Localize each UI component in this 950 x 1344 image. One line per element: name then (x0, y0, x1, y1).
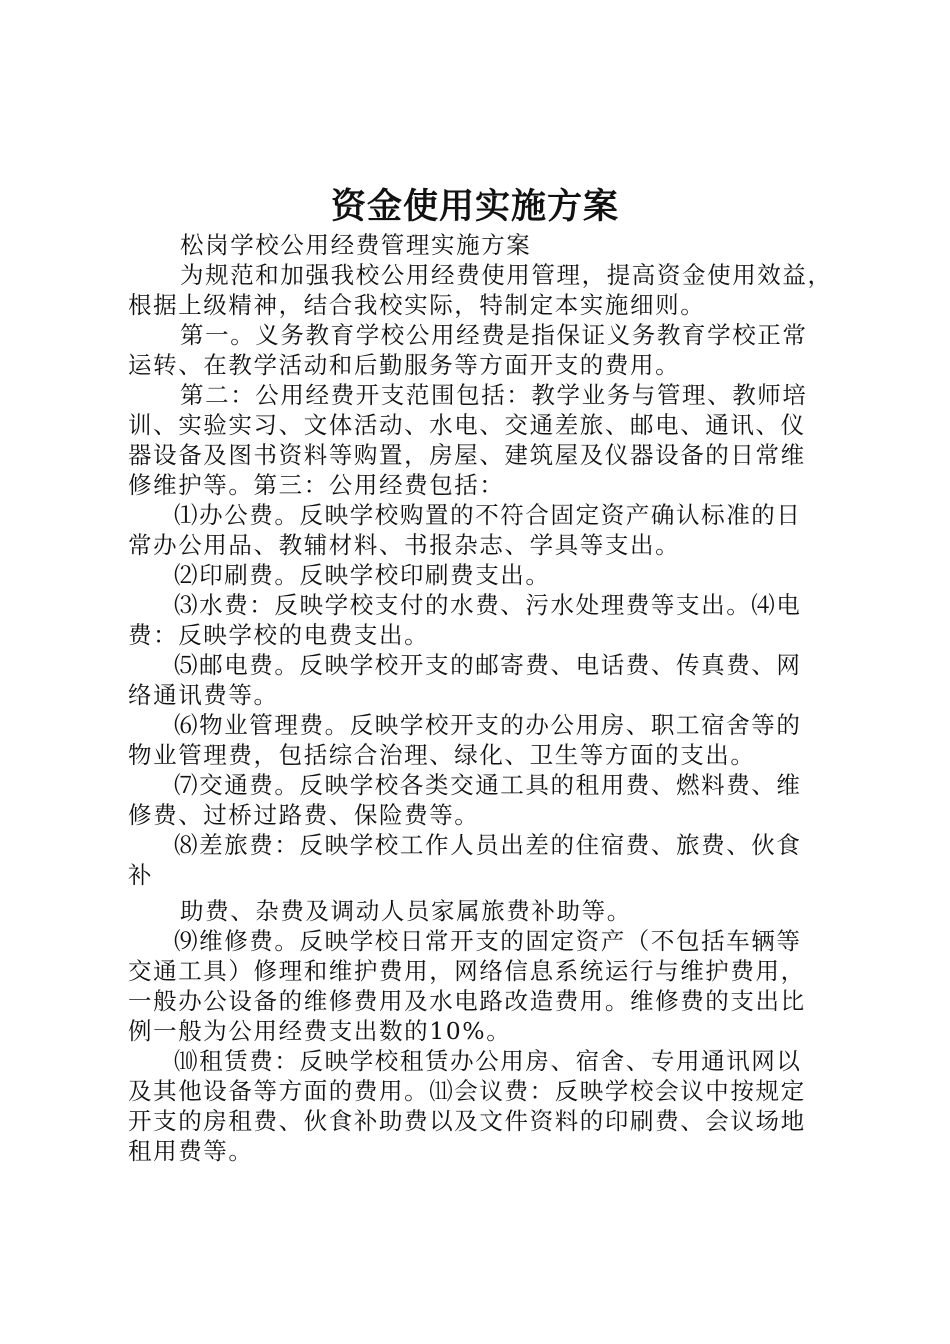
text-line: 第二：公用经费开支范围包括：教学业务与管理、教师培 (180, 381, 808, 409)
text-line: 一般办公设备的维修费用及水电路改造费用。维修费的支出比 (128, 987, 806, 1015)
text-line: 租用费等。 (128, 1137, 254, 1165)
text-line: ⑸邮电费。反映学校开支的邮寄费、电话费、传真费、网 (174, 651, 802, 679)
text-line: ⑻差旅费：反映学校工作人员出差的住宿费、旅费、伙食 (174, 831, 802, 859)
text-line: 络通讯费等。 (128, 681, 279, 709)
text-line: 交通工具）修理和维护费用，网络信息系统运行与维护费用， (128, 957, 806, 985)
text-line: ⑺交通费。反映学校各类交通工具的租用费、燃料费、维 (174, 771, 802, 799)
text-line: ⑴办公费。反映学校购置的不符合固定资产确认标准的日 (174, 501, 802, 529)
text-line: 训、实验实习、文体活动、水电、交通差旅、邮电、通讯、仪 (128, 411, 806, 439)
text-line: 助费、杂费及调动人员家属旅费补助等。 (180, 897, 632, 925)
text-line: 费：反映学校的电费支出。 (128, 621, 430, 649)
text-line: 例一般为公用经费支出数的10%。 (128, 1017, 512, 1045)
text-line: ⑶水费：反映学校支付的水费、污水处理费等支出。⑷电 (174, 591, 802, 619)
text-line: 运转、在教学活动和后勤服务等方面开支的费用。 (128, 351, 681, 379)
document-body (128, 230, 838, 1166)
text-line: ⑵印刷费。反映学校印刷费支出。 (174, 561, 551, 589)
text-line: ⑹物业管理费。反映学校开支的办公用房、职工宿舍等的 (174, 711, 802, 739)
text-line: 补 (128, 861, 154, 889)
text-line: 物业管理费，包括综合治理、绿化、卫生等方面的支出。 (128, 741, 756, 769)
text-line: 修维护等。第三：公用经费包括： (128, 471, 505, 499)
text-line: 松岗学校公用经费管理实施方案 (180, 231, 532, 259)
text-line: 及其他设备等方面的费用。⑾会议费：反映学校会议中按规定 (128, 1077, 806, 1105)
text-line: ⑽租赁费：反映学校租赁办公用房、宿舍、专用通讯网以 (174, 1047, 802, 1075)
text-line: 第一。义务教育学校公用经费是指保证义务教育学校正常 (180, 321, 808, 349)
text-line: 修费、过桥过路费、保险费等。 (128, 801, 480, 829)
text-line: 为规范和加强我校公用经费使用管理，提高资金使用效益， (180, 261, 833, 289)
text-line: 常办公用品、教辅材料、书报杂志、学具等支出。 (128, 531, 681, 559)
text-line: 根据上级精神，结合我校实际，特制定本实施细则。 (128, 291, 706, 319)
text-line: 器设备及图书资料等购置，房屋、建筑屋及仪器设备的日常维 (128, 441, 806, 469)
document-title: 资金使用实施方案 (330, 186, 619, 227)
text-line: ⑼维修费。反映学校日常开支的固定资产（不包括车辆等 (174, 927, 802, 955)
text-line: 开支的房租费、伙食补助费以及文件资料的印刷费、会议场地 (128, 1107, 806, 1135)
